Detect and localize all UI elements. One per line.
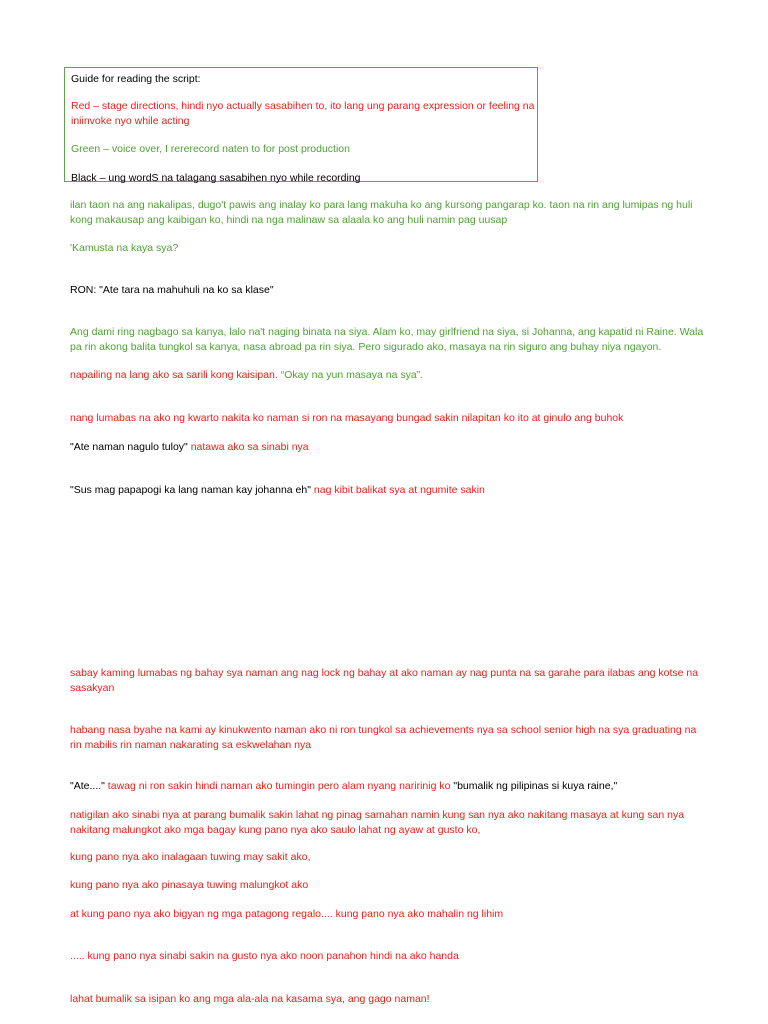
spoken-line: "Sus mag papapogi ka lang naman kay johanna eh" (70, 484, 311, 496)
spoken-line: "Ate...." (70, 780, 105, 792)
stage-direction: nag kibit balikat sya at ngumite sakin (310, 484, 485, 496)
reading-guide-box (64, 67, 538, 182)
stage-direction: natawa ako sa sinabi nya (187, 441, 309, 453)
stage-direction: tawag ni ron sakin hindi naman ako tumingin pero alam nyang naririnig ko (104, 780, 454, 792)
script-line-5 (70, 368, 710, 383)
guide-black-legend: Black – ung wordS na talagang sasabihen nyo while recording (71, 172, 361, 184)
guide-green-legend: Green – voice over, I rererecord naten to for post production (71, 143, 350, 155)
script-line-7 (70, 440, 710, 455)
script-line-11 (70, 779, 710, 794)
spoken-line: "bumalik ng pilipinas si kuya raine," (453, 780, 618, 792)
script-line-stage-direction-7: at kung pano nya ako bigyan ng mga patagong regalo.... kung pano nya ako mahalin ng lihim (70, 908, 504, 920)
script-line-stage-direction-5: kung pano nya ako inalagaan tuwing may sakit ako, (70, 851, 311, 863)
spoken-line: "Ate naman nagulo tuloy" (70, 441, 188, 453)
script-line-stage-direction-6: kung pano nya ako pinasaya tuwing malungkot ako (70, 879, 309, 891)
script-line-stage-direction-8: ..... kung pano nya sinabi sakin na gusto nya ako noon panahon hindi na ako handa (70, 950, 459, 962)
guide-red-legend: Red – stage directions, hindi nyo actually sasabihen to, ito lang ung parang expression or feeling na iniinvoke nyo while acting (71, 100, 535, 127)
script-line-stage-direction-2: sabay kaming lumabas ng bahay sya naman ang nag lock ng bahay at ako naman ay nag punta na sa garahe para ilabas ang kotse na sasakyan (70, 667, 699, 694)
script-line-stage-direction-3: habang nasa byahe na kami ay kinukwento naman ako ni ron tungkol sa achievements nya sa school senior high na sya graduating na rin mabilis rin naman nakarating sa eskwelahan nya (70, 724, 697, 751)
script-line-8 (70, 483, 710, 498)
guide-title: Guide for reading the script: (71, 73, 201, 85)
script-line-stage-direction-1: nang lumabas na ako ng kwarto nakita ko naman si ron na masayang bungad sakin nilapitan ko ito at ginulo ang buhok (70, 412, 624, 424)
script-line-voice-over-2: 'Kamusta na kaya sya? (70, 242, 179, 254)
voice-over: “Okay na yun masaya na sya”. (277, 369, 424, 381)
script-line-voice-over-3: Ang dami ring nagbago sa kanya, lalo na't naging binata na siya. Alam ko, may girlfriend na siya, si Johanna, ang kapatid ni Raine. Wala pa rin akong balita tungkol sa kanya, nasa abroad pa rin siya. Pero sigurado ako, masaya na rin siguro ang buhay niya ngayon. (70, 326, 704, 353)
stage-direction: napailing na lang ako sa sarili kong kaisipan. (70, 369, 278, 381)
script-line-dialogue-ron: RON: "Ate tara na mahuhuli na ko sa klase" (70, 284, 274, 296)
script-line-voice-over-1: ilan taon na ang nakalipas, dugo't pawis ang inalay ko para lang makuha ko ang kursong pangarap ko. taon na rin ang lumipas ng huli kong makausap ang kaibigan ko, hindi na nga malinaw sa alaala ko ang huli namin pag uusap (70, 199, 693, 226)
script-line-stage-direction-4: natigilan ako sinabi nya at parang bumalik sakin lahat ng pinag samahan namin kung san nya ako nakitang masaya at kung san nya nakitang malungkot ako mga bagay kung pano nya ako saulo lahat ng ayaw at gusto ko, (70, 809, 685, 836)
script-line-stage-direction-9: lahat bumalik sa isipan ko ang mga ala-ala na kasama sya, ang gago naman! (70, 993, 430, 1005)
